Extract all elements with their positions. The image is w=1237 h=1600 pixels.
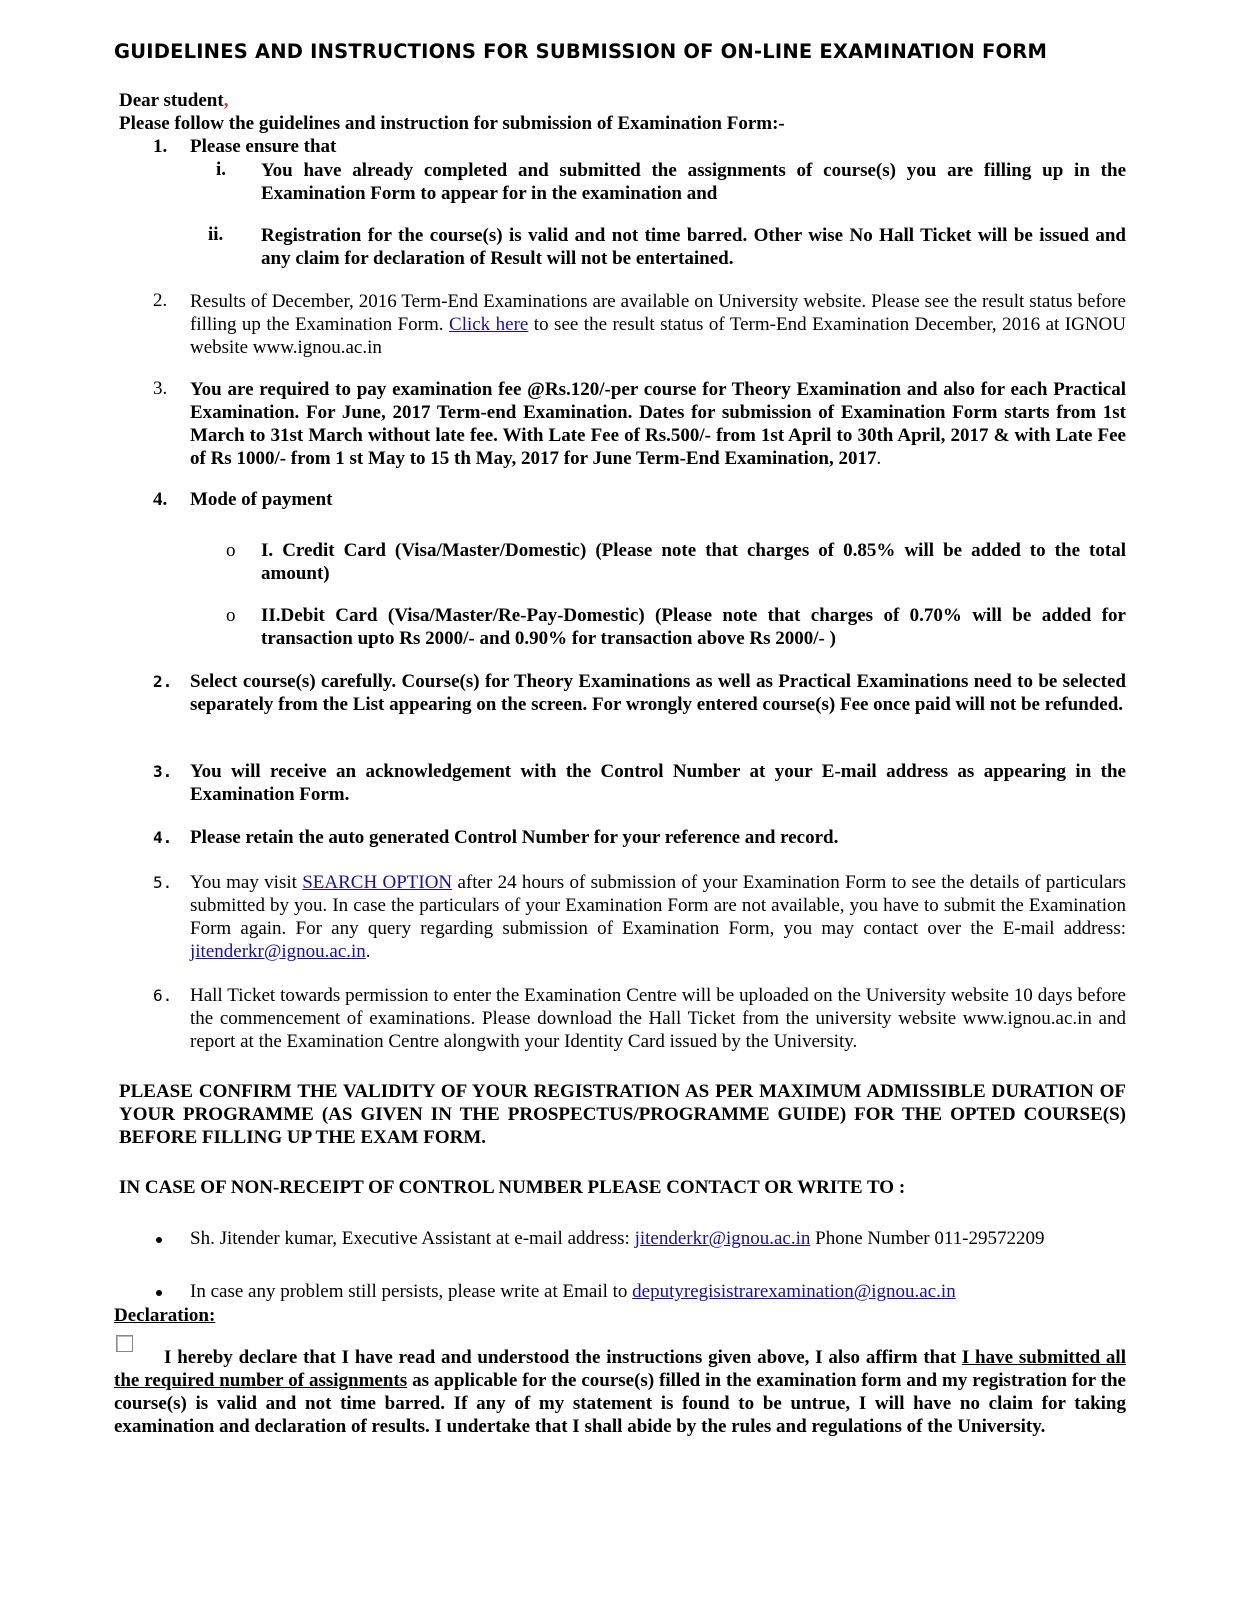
item-7-text: Please retain the auto generated Control Number for your reference and record. (190, 827, 839, 848)
page-title: GUIDELINES AND INSTRUCTIONS FOR SUBMISSION OF ON-LINE EXAMINATION FORM (114, 40, 1048, 63)
search-option-link[interactable]: SEARCH OPTION (302, 872, 453, 893)
item-3-number: 3. (153, 378, 168, 399)
contact-email-deputy-registrar[interactable]: deputyregisistrarexamination@ignou.ac.in (632, 1281, 956, 1302)
item-4-number: 4. (153, 489, 168, 510)
item-1-sub-i-text: You have already completed and submitted the assignments of course(s) you are filling up in the Examination Form to appear for in the examination and (261, 160, 1126, 204)
bullet-2 (156, 1290, 162, 1296)
contact-2-text: In case any problem still persists, please write at Email to deputyregisistrarexamination@ignou.ac.in (190, 1281, 956, 1302)
option-1-marker: o (226, 540, 236, 561)
item-1-sub-ii-text: Registration for the course(s) is valid and not time barred. Other wise No Hall Ticket will be issued and any claim for declaration of Result will not be entertained. (261, 225, 1126, 269)
item-9-number: 6. (153, 986, 173, 1005)
item-5-text: Select course(s) carefully. Course(s) for Theory Examinations as well as Practical Examinations need to be selected separately from the List appearing on the screen. For wrongly entered course(s) Fee once paid will not be refunded. (190, 671, 1126, 715)
contact-1-text: Sh. Jitender kumar, Executive Assistant at e-mail address: jitenderkr@ignou.ac.in Phone Number 011-29572209 (190, 1228, 1045, 1249)
option-2-marker: o (226, 605, 236, 626)
intro-text: Please follow the guidelines and instruction for submission of Examination Form:- (119, 113, 785, 134)
contact-heading: IN CASE OF NON-RECEIPT OF CONTROL NUMBER PLEASE CONTACT OR WRITE TO : (119, 1177, 906, 1198)
email-link-jitender[interactable]: jitenderkr@ignou.ac.in (190, 941, 366, 962)
item-6-text: You will receive an acknowledgement with the Control Number at your E-mail address as appearing in the Examination Form. (190, 761, 1126, 805)
item-1-number: 1. (153, 136, 168, 157)
debit-card-option: II.Debit Card (Visa/Master/Re-Pay-Domestic) (Please note that charges of 0.70% will be added for transaction upto Rs 2000/- and 0.90% for transaction above Rs 2000/- ) (261, 605, 1126, 649)
item-3-text: You are required to pay examination fee @Rs.120/-per course for Theory Examination and also for each Practical Examination. For June, 2017 Term-end Examination. Dates for submission of Examination Form starts from 1st March to 31st March without late fee. With Late Fee of Rs.500/- from 1st April to 30th April, 2017 & with Late Fee of Rs 1000/- from 1 st May to 15 th May, 2017 for June Term-End Examination, 2017. (190, 379, 1126, 469)
item-5-number: 2. (153, 672, 173, 691)
item-2-number: 2. (153, 290, 168, 311)
item-4-text: Mode of payment (190, 489, 333, 510)
item-7-number: 4. (153, 828, 173, 847)
bullet-1 (156, 1237, 162, 1243)
greeting: Dear student, (119, 90, 229, 111)
item-8-text: You may visit SEARCH OPTION after 24 hours of submission of your Examination Form to see the details of particulars submitted by you. In case the particulars of your Examination Form are not available, you have to submit the Examination Form again. For any query regarding submission of Examination Form, you may contact over the E-mail address: jitenderkr@ignou.ac.in. (190, 872, 1127, 962)
declaration-heading: Declaration: (114, 1305, 216, 1326)
item-6-number: 3. (153, 762, 173, 781)
item-2-text: Results of December, 2016 Term-End Examinations are available on University website. Please see the result status before filling up the Examination Form. Click here to see the result status of Term-End Examination December, 2016 at IGNOU website www.ignou.ac.in (190, 291, 1126, 358)
item-1-sub-ii-number: ii. (208, 224, 224, 245)
declaration-text: I hereby declare that I have read and understood the instructions given above, I also affirm that I have submitted all the required number of assignments as applicable for the course(s) filled in the examination form and my registration for the course(s) is valid and not time barred. If any of my statement is found to be untrue, I will have no claim for taking examination and declaration of results. I undertake that I shall abide by the rules and regulations of the University. (114, 1347, 1126, 1437)
click-here-link[interactable]: Click here (449, 314, 529, 335)
credit-card-option: I. Credit Card (Visa/Master/Domestic) (Please note that charges of 0.85% will be added to the total amount) (261, 540, 1126, 584)
item-9-text: Hall Ticket towards permission to enter the Examination Centre will be uploaded on the University website 10 days before the commencement of examinations. Please download the Hall Ticket from the university website www.ignou.ac.in and report at the Examination Centre alongwith your Identity Card issued by the University. (190, 985, 1126, 1052)
contact-email-jitender[interactable]: jitenderkr@ignou.ac.in (634, 1228, 811, 1249)
item-1-text: Please ensure that (190, 136, 337, 157)
registration-validity-notice: PLEASE CONFIRM THE VALIDITY OF YOUR REGISTRATION AS PER MAXIMUM ADMISSIBLE DURATION OF YOUR PROGRAMME (AS GIVEN IN THE PROSPECTUS/PROGRAMME GUIDE) FOR THE OPTED COURSE(S) BEFORE FILLING UP THE EXAM FORM. (119, 1081, 1126, 1148)
item-1-sub-i-number: i. (216, 159, 227, 180)
item-8-number: 5. (153, 873, 173, 892)
